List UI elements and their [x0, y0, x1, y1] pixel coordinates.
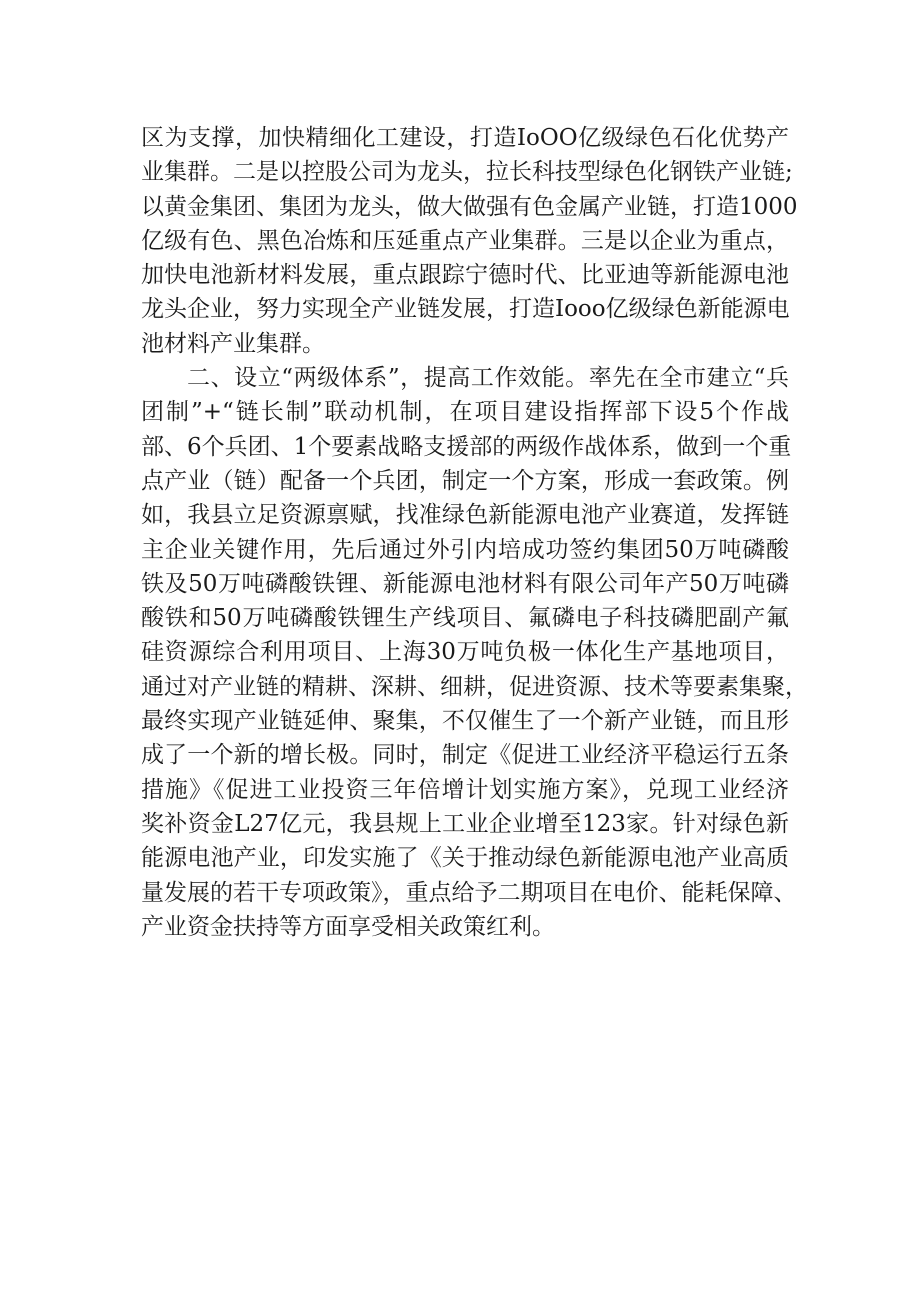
- text-line: 如，我县立足资源禀赋，找准绿色新能源电池产业赛道，发挥链: [141, 502, 789, 529]
- text-line: 能源电池产业，印发实施了《关于推动绿色新能源电池产业高质: [141, 845, 789, 872]
- text-line: 池材料产业集群。: [141, 330, 325, 357]
- text-line: 部、6个兵团、1个要素战略支援部的两级作战体系，做到一个重: [141, 433, 792, 460]
- text-line: 措施》《促进工业投资三年倍增计划实施方案》，兑现工业经济: [141, 776, 789, 803]
- text-line: 量发展的若干专项政策》，重点给予二期项目在电价、能耗保障、: [141, 879, 797, 906]
- text-line: 铁及50万吨磷酸铁锂、新能源电池材料有限公司年产50万吨磷: [141, 570, 789, 597]
- text-line: 成了一个新的增长极。同时，制定《促进工业经济平稳运行五条: [141, 742, 789, 769]
- paragraph-1: [141, 121, 798, 361]
- text-line: 主企业关键作用，先后通过外引内培成功签约集团50万吨磷酸: [141, 536, 789, 563]
- text-line: 通过对产业链的精耕、深耕、细耕，促进资源、技术等要素集聚，: [141, 673, 808, 700]
- text-line: 产业资金扶持等方面享受相关政策红利。: [141, 913, 555, 940]
- text-line: 团制”+“链长制”联动机制，在项目建设指挥部下设5个作战: [141, 399, 789, 426]
- text-line: 以黄金集团、集团为龙头，做大做强有色金属产业链，打造1000: [141, 193, 798, 220]
- text-line: 龙头企业，努力实现全产业链发展，打造Iooo亿级绿色新能源电: [141, 296, 790, 323]
- text-line: 点产业（链）配备一个兵团，制定一个方案，形成一套政策。例: [141, 467, 789, 494]
- text-line: 区为支撑，加快精细化工建设，打造IoOO亿级绿色石化优势产: [141, 125, 789, 151]
- text-line: 奖补资金L27亿元，我县规上工业企业增至123家。针对绿色新: [141, 810, 789, 837]
- document-body: [141, 121, 808, 944]
- text-line: 硅资源综合利用项目、上海30万吨负极一体化生产基地项目，: [141, 639, 789, 666]
- text-line: 亿级有色、黑色冶炼和压延重点产业集群。三是以企业为重点，: [141, 227, 789, 254]
- text-line: 业集群。二是以控股公司为龙头，拉长科技型绿色化钢铁产业链;: [141, 159, 793, 186]
- text-line: 最终实现产业链延伸、聚集，不仅催生了一个新产业链，而且形: [141, 708, 789, 735]
- text-line: 酸铁和50万吨磷酸铁锂生产线项目、氟磷电子科技磷肥副产氟: [141, 605, 789, 632]
- text-line: 加快电池新材料发展，重点跟踪宁德时代、比亚迪等新能源电池: [141, 262, 789, 289]
- paragraph-2: [141, 361, 808, 944]
- text-line: 二、设立“两级体系”，提高工作效能。率先在全市建立“兵: [187, 365, 789, 392]
